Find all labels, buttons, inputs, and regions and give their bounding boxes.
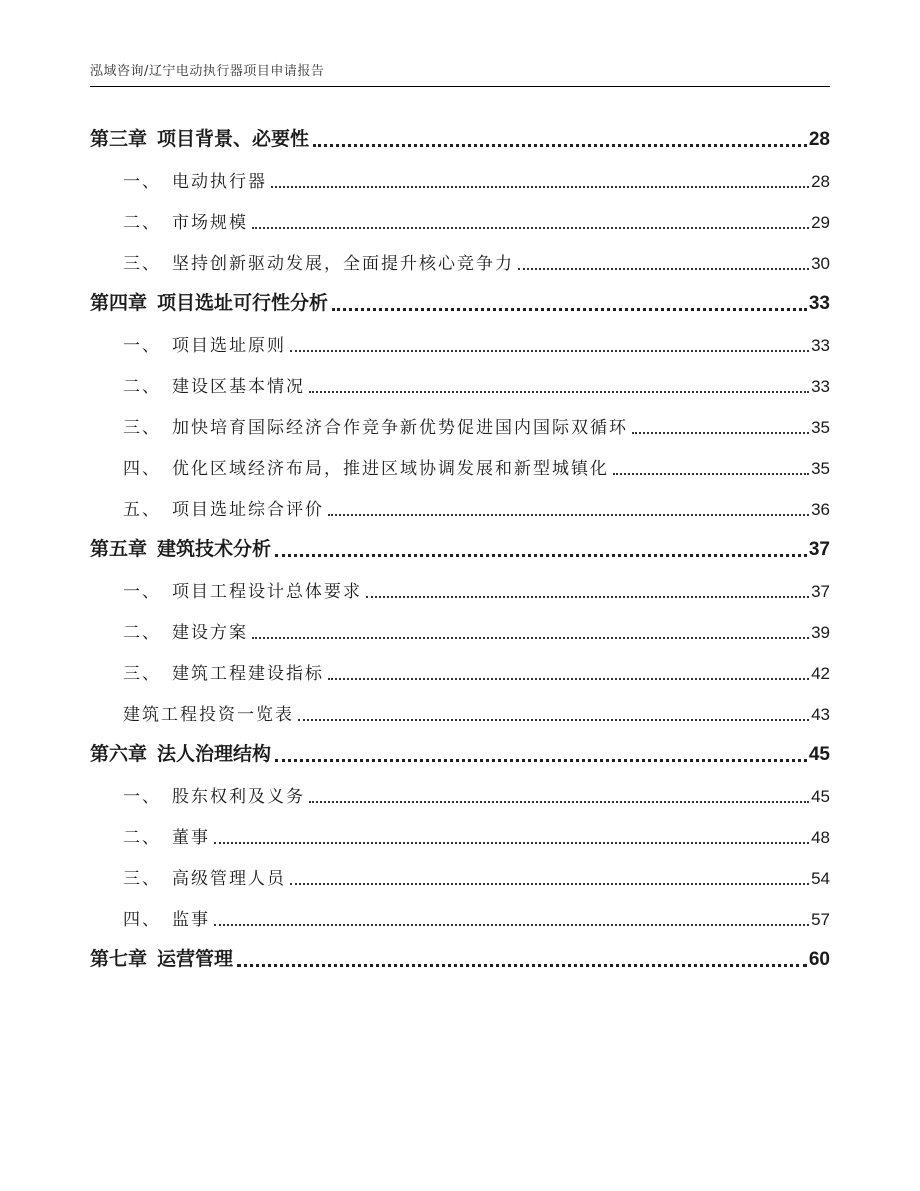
toc-entry-title: 项目选址可行性分析 <box>157 292 329 314</box>
toc-section-entry[interactable] <box>90 157 830 198</box>
dot-leader <box>298 719 809 721</box>
dot-leader <box>252 227 809 229</box>
toc-page-number: 43 <box>811 705 830 724</box>
toc-entry-title: 项目选址原则 <box>172 336 286 356</box>
toc-entry-number: 四、 <box>123 459 161 479</box>
toc-page-number: 28 <box>808 129 830 150</box>
toc-entry-title: 法人治理结构 <box>157 743 272 765</box>
toc-section-entry[interactable] <box>90 362 830 403</box>
dot-leader <box>290 883 809 885</box>
toc-page-number: 33 <box>811 377 830 396</box>
toc-entry-title: 建设方案 <box>172 623 248 643</box>
toc-entry-title: 高级管理人员 <box>172 869 286 889</box>
dot-leader <box>214 842 809 844</box>
toc-section-entry[interactable] <box>90 649 830 690</box>
toc-page-number: 33 <box>808 293 830 314</box>
dot-leader <box>275 554 807 557</box>
toc-entry-number: 三、 <box>123 869 161 889</box>
toc-section-entry[interactable] <box>90 403 830 444</box>
dot-leader <box>309 801 809 803</box>
toc-entry-title: 监事 <box>172 910 210 930</box>
toc-entry-number: 五、 <box>123 500 161 520</box>
toc-chapter-entry[interactable] <box>90 731 830 772</box>
toc-entry-number: 二、 <box>123 828 161 848</box>
dot-leader <box>518 268 809 270</box>
toc-entry-text <box>90 495 324 526</box>
toc-entry-text <box>90 454 609 485</box>
dot-leader <box>613 473 809 475</box>
toc-entry-title: 加快培育国际经济合作竞争新优势促进国内国际双循环 <box>172 418 628 438</box>
toc-entry-number: 三、 <box>123 254 161 274</box>
toc-entry-title: 建筑工程投资一览表 <box>123 705 294 725</box>
toc-chapter-entry[interactable] <box>90 116 830 157</box>
dot-leader <box>332 308 807 311</box>
toc-entry-number: 三、 <box>123 418 161 438</box>
toc-section-entry[interactable] <box>90 198 830 239</box>
toc-entry-text <box>90 208 248 239</box>
toc-section-entry[interactable] <box>90 567 830 608</box>
toc-section-entry[interactable] <box>90 485 830 526</box>
toc-entry-title: 运营管理 <box>157 948 234 970</box>
toc-page-number: 45 <box>811 787 830 806</box>
toc-page-number: 45 <box>808 744 830 765</box>
toc-entry-number: 三、 <box>123 664 161 684</box>
toc-entry-number: 第七章 <box>90 948 148 970</box>
toc-entry-text <box>90 905 210 936</box>
toc-page-number: 35 <box>811 418 830 437</box>
toc-entry-text <box>90 782 305 813</box>
toc-section-entry[interactable] <box>90 321 830 362</box>
toc-entry-text <box>90 534 271 567</box>
dot-leader <box>237 964 807 967</box>
toc-entry-number: 四、 <box>123 910 161 930</box>
toc-entry-number: 一、 <box>123 582 161 602</box>
toc-page-number: 35 <box>811 459 830 478</box>
toc-entry-text <box>90 124 309 157</box>
toc-entry-text <box>90 864 286 895</box>
toc-entry-number: 第五章 <box>90 538 148 560</box>
toc-entry-title: 建筑技术分析 <box>157 538 272 560</box>
toc-page-number: 57 <box>811 910 830 929</box>
toc-entry-number: 一、 <box>123 787 161 807</box>
toc-page-number: 33 <box>811 336 830 355</box>
toc-section-entry[interactable] <box>90 813 830 854</box>
toc-page-number: 37 <box>811 582 830 601</box>
toc-entry-text <box>90 618 248 649</box>
toc-entry-title: 股东权利及义务 <box>172 787 305 807</box>
toc-chapter-entry[interactable] <box>90 936 830 977</box>
toc-entry-text <box>90 413 628 444</box>
toc-page-number: 48 <box>811 828 830 847</box>
dot-leader <box>271 186 809 188</box>
toc-entry-number: 第三章 <box>90 128 148 150</box>
toc-page-number: 60 <box>808 949 830 970</box>
toc-entry-text <box>90 659 324 690</box>
toc-section-entry[interactable] <box>90 690 830 731</box>
toc-page-number: 29 <box>811 213 830 232</box>
toc-page-number: 42 <box>811 664 830 683</box>
toc-entry-text <box>90 167 267 198</box>
toc-entry-text <box>90 288 328 321</box>
dot-leader <box>275 759 807 762</box>
toc-entry-number: 二、 <box>123 623 161 643</box>
toc-chapter-entry[interactable] <box>90 280 830 321</box>
toc-page-number: 36 <box>811 500 830 519</box>
toc-entry-title: 电动执行器 <box>172 172 267 192</box>
toc-entry-text <box>90 823 210 854</box>
toc-entry-text <box>90 331 286 362</box>
dot-leader <box>313 144 807 147</box>
toc-entry-title: 建筑工程建设指标 <box>172 664 324 684</box>
toc-entry-text <box>90 700 294 731</box>
toc-entry-title: 项目选址综合评价 <box>172 500 324 520</box>
toc-entry-text <box>90 577 362 608</box>
toc-section-entry[interactable] <box>90 854 830 895</box>
toc-entry-text <box>90 944 233 977</box>
toc-section-entry[interactable] <box>90 608 830 649</box>
toc-entry-title: 坚持创新驱动发展，全面提升核心竞争力 <box>172 254 514 274</box>
toc-section-entry[interactable] <box>90 772 830 813</box>
dot-leader <box>290 350 809 352</box>
dot-leader <box>252 637 809 639</box>
toc-entry-title: 优化区域经济布局，推进区域协调发展和新型城镇化 <box>172 459 609 479</box>
header-rule <box>90 86 830 87</box>
toc-entry-number: 第四章 <box>90 292 148 314</box>
toc-entry-title: 市场规模 <box>172 213 248 233</box>
toc-entry-number: 一、 <box>123 172 161 192</box>
dot-leader <box>328 678 809 680</box>
toc-entry-text <box>90 739 271 772</box>
table-of-contents <box>90 116 830 977</box>
toc-page-number: 39 <box>811 623 830 642</box>
toc-section-entry[interactable] <box>90 239 830 280</box>
toc-entry-title: 董事 <box>172 828 210 848</box>
toc-entry-number: 二、 <box>123 377 161 397</box>
toc-section-entry[interactable] <box>90 895 830 936</box>
toc-entry-title: 建设区基本情况 <box>172 377 305 397</box>
toc-entry-number: 一、 <box>123 336 161 356</box>
toc-section-entry[interactable] <box>90 444 830 485</box>
page-header: 泓域咨询/辽宁电动执行器项目申请报告 <box>90 64 325 79</box>
toc-entry-number: 第六章 <box>90 743 148 765</box>
toc-entry-text <box>90 372 305 403</box>
toc-entry-title: 项目背景、必要性 <box>157 128 310 150</box>
dot-leader <box>214 924 809 926</box>
toc-page-number: 28 <box>811 172 830 191</box>
toc-chapter-entry[interactable] <box>90 526 830 567</box>
toc-entry-text <box>90 249 514 280</box>
toc-page-number: 37 <box>808 539 830 560</box>
dot-leader <box>328 514 809 516</box>
dot-leader <box>632 432 809 434</box>
dot-leader <box>366 596 809 598</box>
dot-leader <box>309 391 809 393</box>
toc-page-number: 30 <box>811 254 830 273</box>
toc-page-number: 54 <box>811 869 830 888</box>
toc-entry-title: 项目工程设计总体要求 <box>172 582 362 602</box>
toc-entry-number: 二、 <box>123 213 161 233</box>
